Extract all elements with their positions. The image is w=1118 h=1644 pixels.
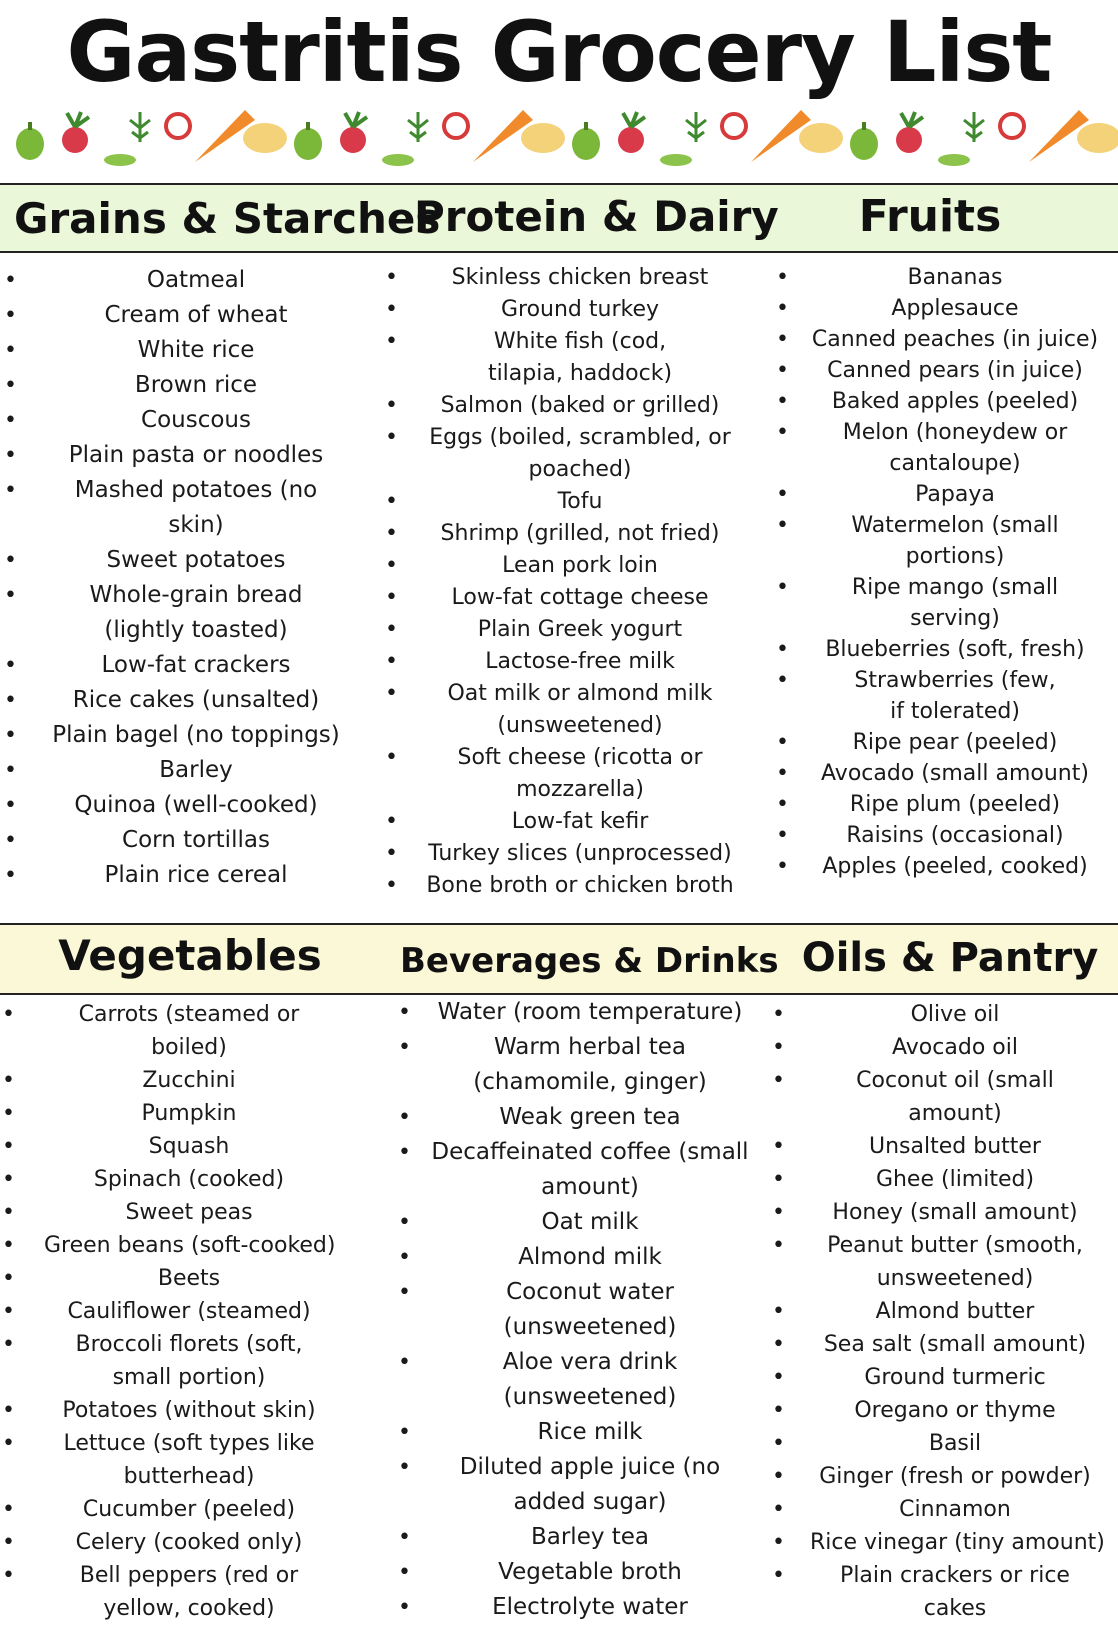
page-title: Gastritis Grocery List	[66, 3, 1052, 101]
list-item: • Green beans (soft-cooked)	[44, 1229, 334, 1262]
list-item: • Barley	[46, 753, 346, 788]
list-item: • Bell peppers (red or yellow, cooked)	[44, 1559, 334, 1625]
list-item: • Avocado oil	[810, 1031, 1100, 1064]
list-item: • Sea salt (small amount)	[810, 1328, 1100, 1361]
list-item: • Coconut water (unsweetened)	[420, 1275, 760, 1345]
list-item: • Bananas	[810, 262, 1100, 293]
list-item: • Blueberries (soft, fresh)	[810, 634, 1100, 665]
list-item: • Ginger (fresh or powder)	[810, 1460, 1100, 1493]
list-item: • Ghee (limited)	[810, 1163, 1100, 1196]
list-item: • Ripe plum (peeled)	[810, 789, 1100, 820]
list-item: • Oregano or thyme	[810, 1394, 1100, 1427]
list-item: • Skinless chicken breast	[425, 262, 735, 294]
list-item: • Plain bagel (no toppings)	[46, 718, 346, 753]
heading-grains: Grains & Starches	[14, 194, 441, 243]
list-item: • Honey (small amount)	[810, 1196, 1100, 1229]
list-item: • Coconut oil (small amount)	[810, 1064, 1100, 1130]
list-item: • Applesauce	[810, 293, 1100, 324]
beverages-list	[420, 995, 760, 1625]
list-item: • Water (room temperature)	[420, 995, 760, 1030]
list-item: • Olive oil	[810, 998, 1100, 1031]
list-item: • Watermelon (small portions)	[810, 510, 1100, 572]
list-item: • Vegetable broth	[420, 1555, 760, 1590]
list-item: • Cream of wheat	[46, 298, 346, 333]
list-item: • Turkey slices (unprocessed)	[425, 838, 735, 870]
protein-list	[425, 262, 735, 902]
list-item: • Brown rice	[46, 368, 346, 403]
list-item: • Celery (cooked only)	[44, 1526, 334, 1559]
list-item: • Unsalted butter	[810, 1130, 1100, 1163]
list-item: • Tofu	[425, 486, 735, 518]
list-item: • Quinoa (well-cooked)	[46, 788, 346, 823]
list-item: • Peanut butter (smooth, unsweetened)	[810, 1229, 1100, 1295]
list-item: • Melon (honeydew or cantaloupe)	[810, 417, 1100, 479]
list-item: • Baked apples (peeled)	[810, 386, 1100, 417]
list-item: • White rice	[46, 333, 346, 368]
list-item: • Sweet potatoes	[46, 543, 346, 578]
grains-list	[46, 263, 346, 893]
list-item: • Almond butter	[810, 1295, 1100, 1328]
list-item: • Cinnamon	[810, 1493, 1100, 1526]
vegetable-border-illustration	[0, 102, 1118, 174]
list-item: • Beets	[44, 1262, 334, 1295]
list-item: • Lactose-free milk	[425, 646, 735, 678]
list-item: • Raisins (occasional)	[810, 820, 1100, 851]
list-item: • Barley tea	[420, 1520, 760, 1555]
list-item: • Ground turmeric	[810, 1361, 1100, 1394]
heading-vegetables: Vegetables	[58, 931, 322, 980]
list-item: • Plain Greek yogurt	[425, 614, 735, 646]
list-item: • Low-fat cottage cheese	[425, 582, 735, 614]
list-item: • Apples (peeled, cooked)	[810, 851, 1100, 882]
list-item: • Mashed potatoes (no skin)	[46, 473, 346, 543]
list-item: • Corn tortillas	[46, 823, 346, 858]
list-item: • White fish (cod, tilapia, haddock)	[425, 326, 735, 390]
list-item: • Rice cakes (unsalted)	[46, 683, 346, 718]
list-item: • Papaya	[810, 479, 1100, 510]
list-item: • Shrimp (grilled, not fried)	[425, 518, 735, 550]
list-item: • Avocado (small amount)	[810, 758, 1100, 789]
list-item: • Sweet peas	[44, 1196, 334, 1229]
list-item: • Rice vinegar (tiny amount)	[810, 1526, 1100, 1559]
list-item: • Basil	[810, 1427, 1100, 1460]
list-item: • Low-fat kefir	[425, 806, 735, 838]
list-item: • Strawberries (few, if tolerated)	[810, 665, 1100, 727]
list-item: • Potatoes (without skin)	[44, 1394, 334, 1427]
list-item: • Warm herbal tea (chamomile, ginger)	[420, 1030, 760, 1100]
list-item: • Plain rice cereal	[46, 858, 346, 893]
list-item: • Squash	[44, 1130, 334, 1163]
list-item: • Electrolyte water	[420, 1590, 760, 1625]
list-item: • Spinach (cooked)	[44, 1163, 334, 1196]
list-item: • Rice milk	[420, 1415, 760, 1450]
heading-protein: Protein & Dairy	[414, 192, 779, 241]
list-item: • Bone broth or chicken broth	[425, 870, 735, 902]
list-item: • Carrots (steamed or boiled)	[44, 998, 334, 1064]
list-item: • Ripe mango (small serving)	[810, 572, 1100, 634]
heading-fruits: Fruits	[858, 191, 1002, 242]
list-item: • Oat milk or almond milk (unsweetened)	[425, 678, 735, 742]
fruits-list	[810, 262, 1100, 882]
list-item: • Diluted apple juice (no added sugar)	[420, 1450, 760, 1520]
list-item: • Soft cheese (ricotta or mozzarella)	[425, 742, 735, 806]
list-item: • Low-fat crackers	[46, 648, 346, 683]
oils-list	[810, 998, 1105, 1625]
list-item: • Plain crackers or rice cakes	[810, 1559, 1100, 1625]
list-item: • Couscous	[46, 403, 346, 438]
list-item: • Oatmeal	[46, 263, 346, 298]
list-item: • Aloe vera drink (unsweetened)	[420, 1345, 760, 1415]
list-item: • Whole-grain bread (lightly toasted)	[46, 578, 346, 648]
heading-oils: Oils & Pantry	[801, 935, 1099, 981]
list-item: • Canned pears (in juice)	[810, 355, 1100, 386]
list-item: • Canned peaches (in juice)	[810, 324, 1100, 355]
list-item: • Eggs (boiled, scrambled, or poached)	[425, 422, 735, 486]
list-item: • Zucchini	[44, 1064, 334, 1097]
list-item: • Lean pork loin	[425, 550, 735, 582]
list-item: • Pumpkin	[44, 1097, 334, 1130]
list-item: • Salmon (baked or grilled)	[425, 390, 735, 422]
list-item: • Decaffeinated coffee (small amount)	[420, 1135, 760, 1205]
vegetables-list	[44, 998, 334, 1625]
list-item: • Lettuce (soft types like butterhead)	[44, 1427, 334, 1493]
list-item: • Oat milk	[420, 1205, 760, 1240]
list-item: • Ground turkey	[425, 294, 735, 326]
list-item: • Plain pasta or noodles	[46, 438, 346, 473]
list-item: • Almond milk	[420, 1240, 760, 1275]
list-item: • Weak green tea	[420, 1100, 760, 1135]
list-item: • Broccoli florets (soft, small portion)	[44, 1328, 334, 1394]
list-item: • Ripe pear (peeled)	[810, 727, 1100, 758]
heading-beverages: Beverages & Drinks	[400, 941, 779, 981]
list-item: • Cucumber (peeled)	[44, 1493, 334, 1526]
list-item: • Cauliflower (steamed)	[44, 1295, 334, 1328]
